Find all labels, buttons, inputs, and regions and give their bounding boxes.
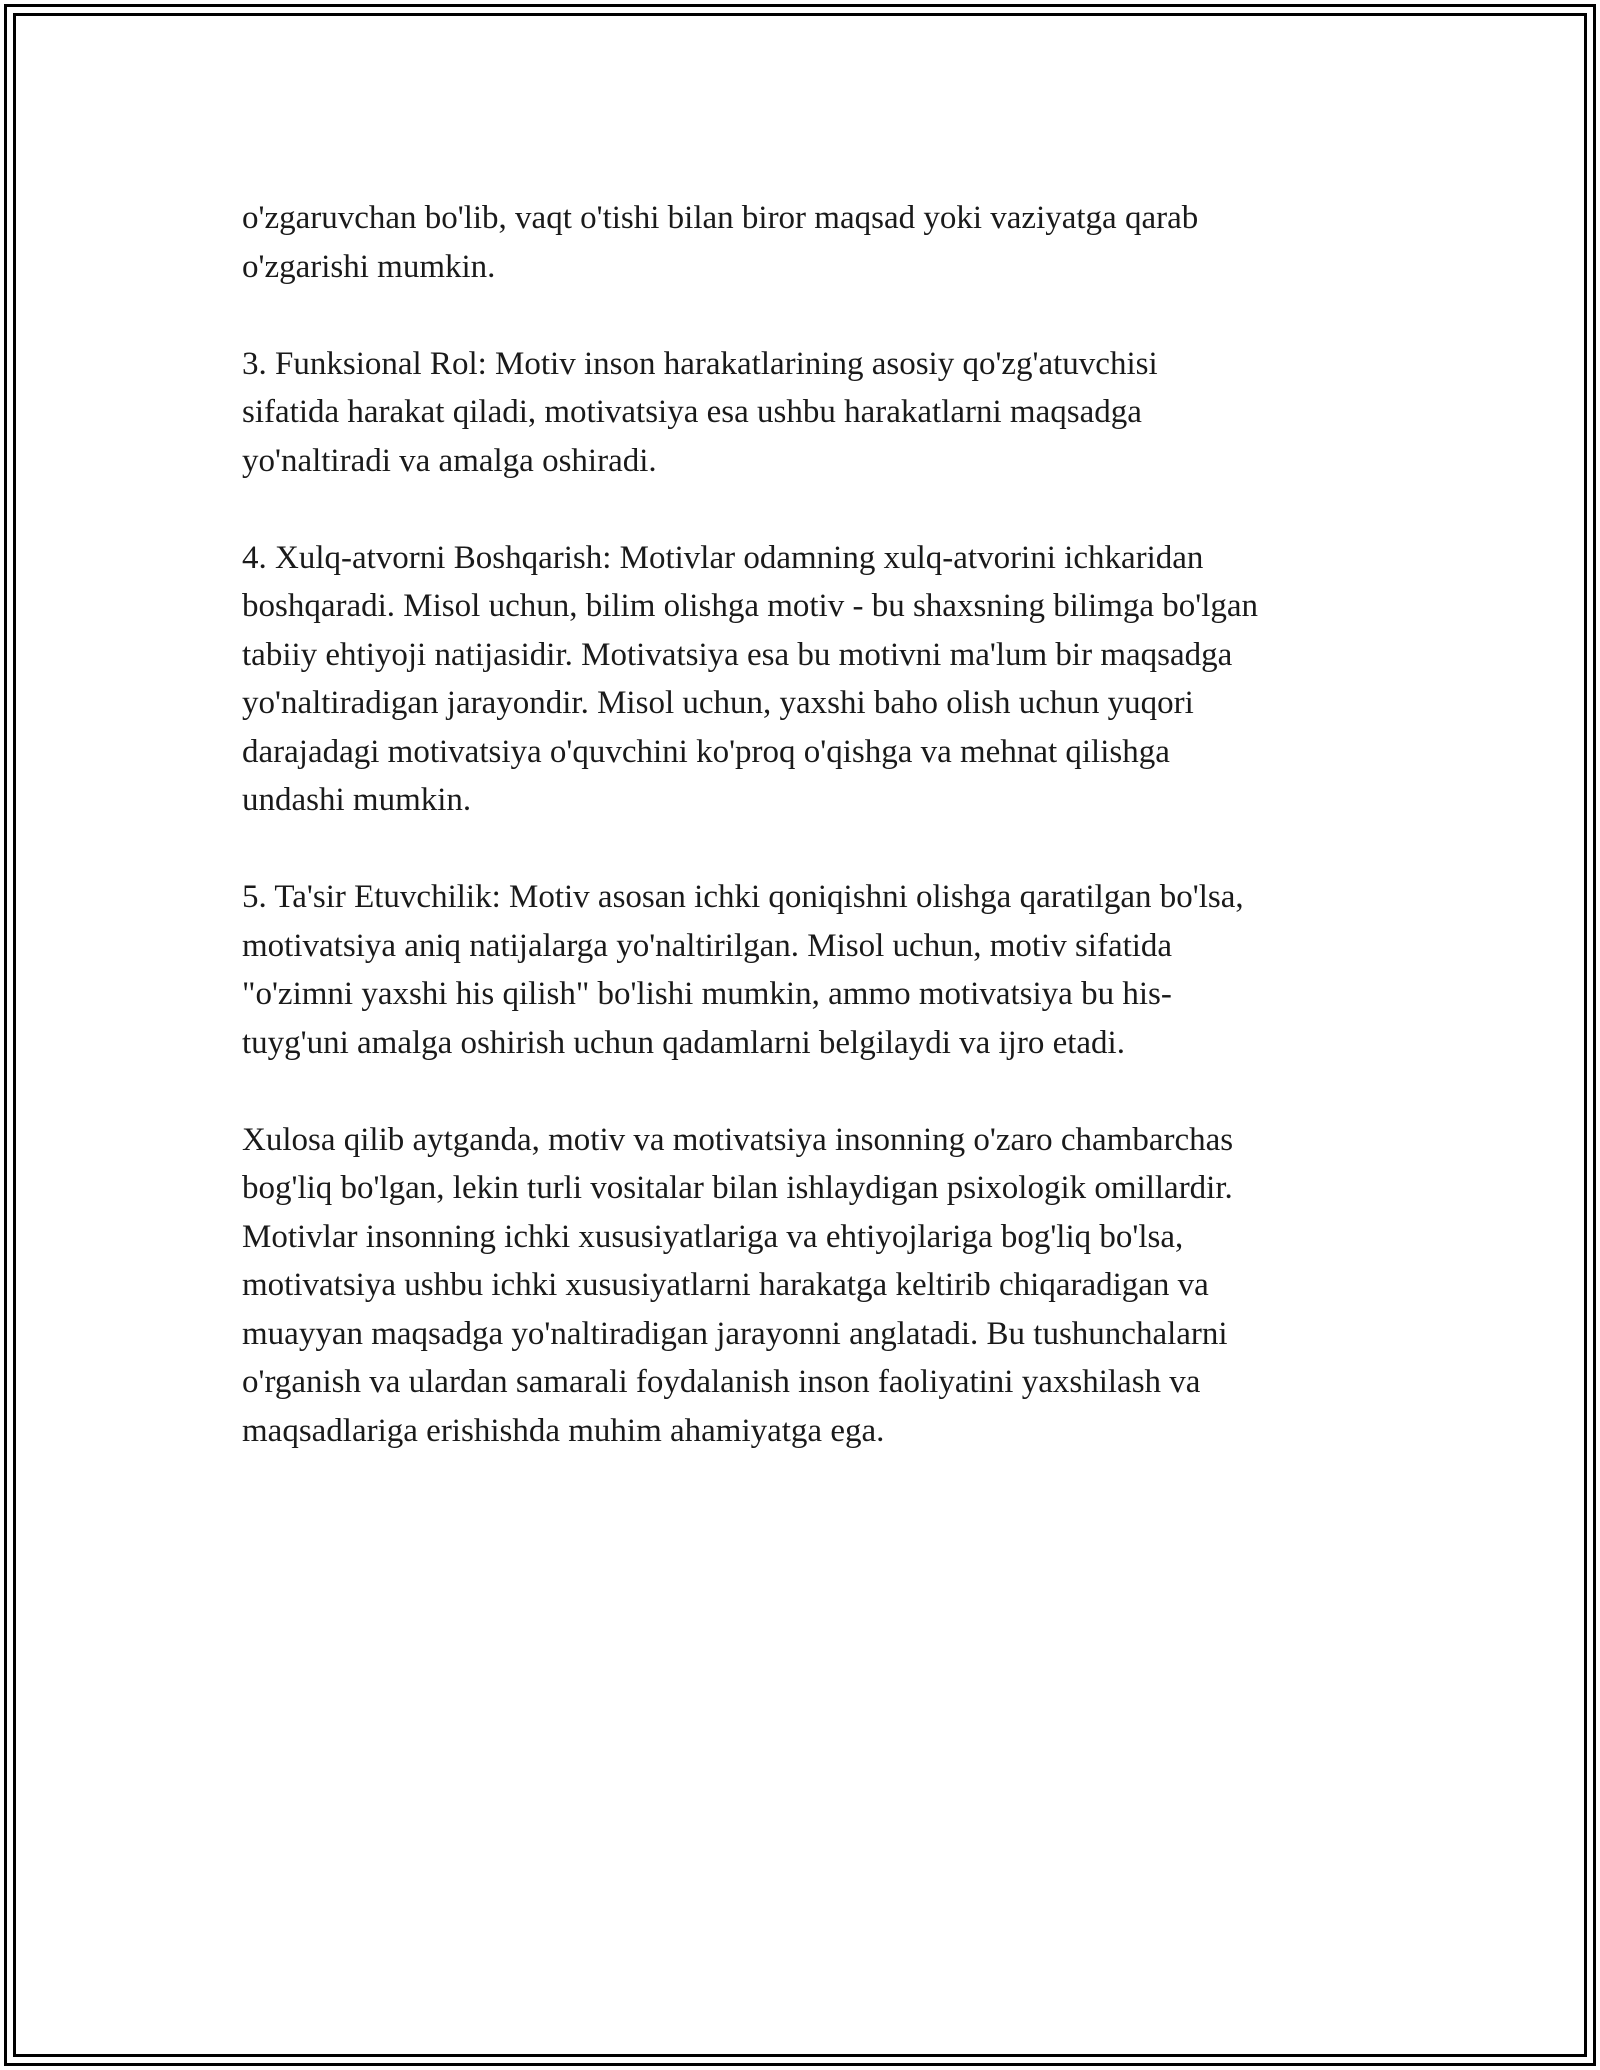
- paragraph-influence: [242, 873, 1412, 1067]
- text-line: sifatida harakat qiladi, motivatsiya esa ushbu harakatlarni maqsadga: [242, 394, 1142, 430]
- paragraph-continuation: [242, 194, 1412, 291]
- document-body: [242, 194, 1412, 1504]
- paragraph-functional-role: [242, 340, 1412, 486]
- text-line: yo'naltiradigan jarayondir. Misol uchun, yaxshi baho olish uchun yuqori: [242, 685, 1194, 721]
- text-line: yo'naltiradi va amalga oshiradi.: [242, 442, 657, 479]
- text-line: "o'zimni yaxshi his qilish" bo'lishi mumkin, ammo motivatsiya bu his-: [242, 976, 1172, 1012]
- text-line: o'rganish va ulardan samarali foydalanish inson faoliyatini yaxshilash va: [242, 1364, 1201, 1400]
- text-line: motivatsiya aniq natijalarga yo'naltirilgan. Misol uchun, motiv sifatida: [242, 927, 1173, 964]
- text-line: tabiiy ehtiyoji natijasidir. Motivatsiya esa bu motivni ma'lum bir maqsadga: [242, 636, 1233, 673]
- text-line: muayyan maqsadga yo'naltiradigan jarayonni anglatadi. Bu tushunchalarni: [242, 1315, 1228, 1352]
- text-line: 3. Funksional Rol: Motiv inson harakatlarining asosiy qo'zg'atuvchisi: [242, 345, 1158, 382]
- text-line: Motivlar insonning ichki xususiyatlariga va ehtiyojlariga bog'liq bo'lsa,: [242, 1218, 1184, 1255]
- text-line: boshqaradi. Misol uchun, bilim olishga motiv - bu shaxsning bilimga bo'lgan: [242, 588, 1259, 624]
- paragraph-behavior-control: [242, 534, 1412, 825]
- text-line: darajadagi motivatsiya o'quvchini ko'proq o'qishga va mehnat qilishga: [242, 733, 1170, 770]
- text-line: 4. Xulq-atvorni Boshqarish: Motivlar odamning xulq-atvorini ichkaridan: [242, 539, 1204, 576]
- text-line: o'zgarishi mumkin.: [242, 248, 496, 285]
- text-line: bog'liq bo'lgan, lekin turli vositalar bilan ishlaydigan psixologik omillardir.: [242, 1170, 1233, 1206]
- text-line: Xulosa qilib aytganda, motiv va motivatsiya insonning o'zaro chambarchas: [242, 1121, 1234, 1158]
- text-line: maqsadlariga erishishda muhim ahamiyatga ega.: [242, 1412, 885, 1449]
- text-line: o'zgaruvchan bo'lib, vaqt o'tishi bilan biror maqsad yoki vaziyatga qarab: [242, 200, 1199, 236]
- text-line: tuyg'uni amalga oshirish uchun qadamlarni belgilaydi va ijro etadi.: [242, 1024, 1125, 1061]
- text-line: motivatsiya ushbu ichki xususiyatlarni harakatga keltirib chiqaradigan va: [242, 1267, 1209, 1303]
- text-line: undashi mumkin.: [242, 782, 472, 818]
- paragraph-conclusion: [242, 1116, 1412, 1456]
- page-frame: [4, 4, 1596, 2066]
- text-line: 5. Ta'sir Etuvchilik: Motiv asosan ichki qoniqishni olishga qaratilgan bo'lsa,: [242, 879, 1244, 915]
